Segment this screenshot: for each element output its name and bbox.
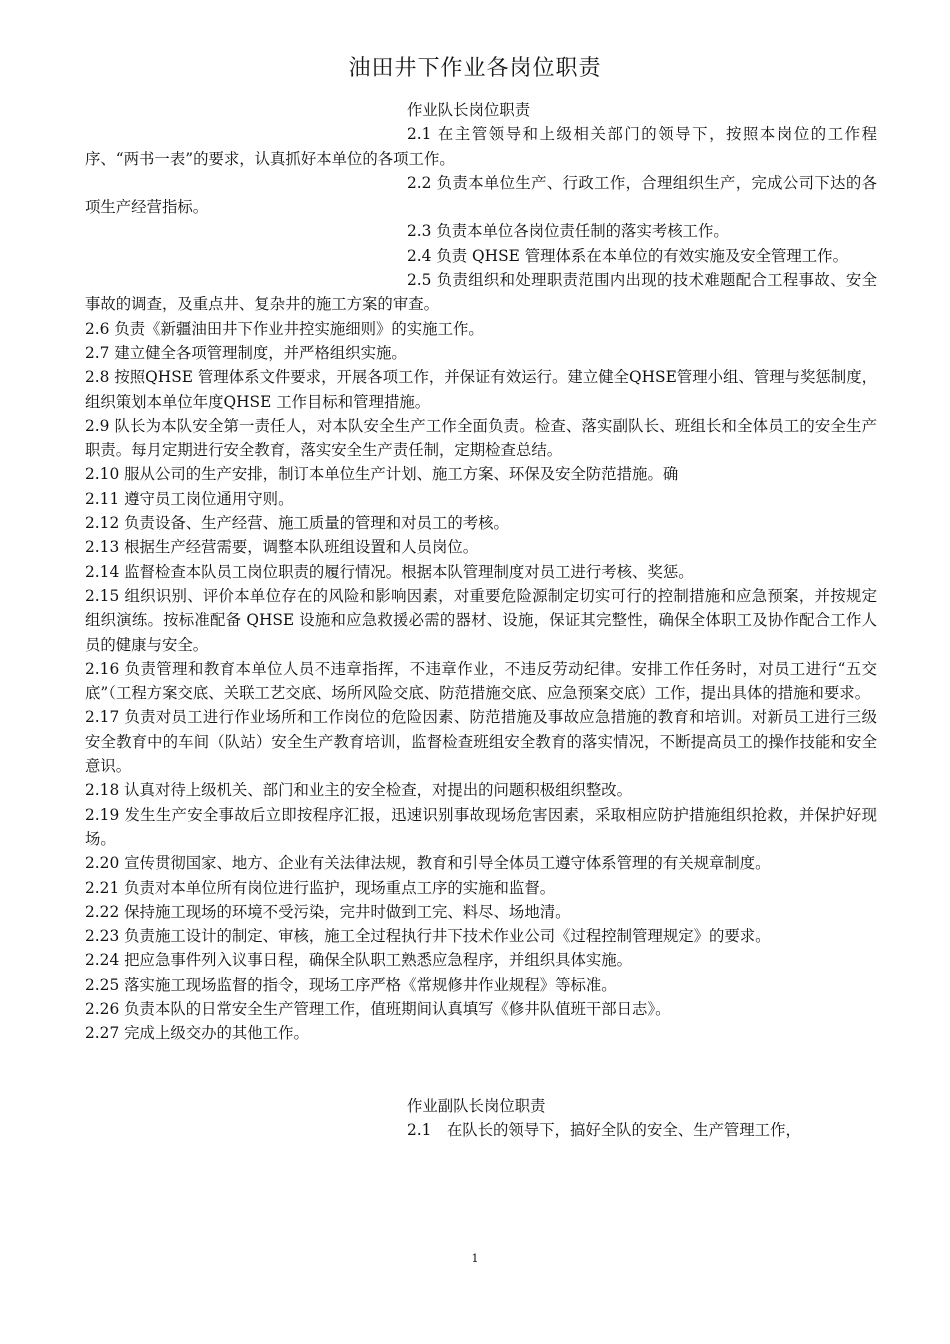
paragraph: 2.4 负责 QHSE 管理体系在本单位的有效实施及安全管理工作。 [407, 246, 848, 265]
paragraph: 2.20 宣传贯彻国家、地方、企业有关法律法规，教育和引导全体员工遵守体系管理的有关规章制度。 [85, 854, 771, 873]
document-body [85, 98, 877, 1143]
paragraph: 2.27 完成上级交办的其他工作。 [85, 1024, 309, 1043]
paragraph: 2.7 建立健全各项管理制度，并严格组织实施。 [85, 343, 407, 362]
paragraph: 2.14 监督检查本队员工岗位职责的履行情况。根据本队管理制度对员工进行考核、奖惩。 [85, 562, 694, 581]
paragraph: 2.9 队长为本队安全第一责任人，对本队安全生产工作全面负责。检查、落实副队长、班组长和全体员工的安全生产职责。每月定期进行安全教育，落实安全生产责任制，定期检查总结。 [85, 416, 877, 460]
paragraph: 2.8 按照QHSE 管理体系文件要求，开展各项工作，并保证有效运行。建立健全QHSE管理小组、管理与奖惩制度，组织策划本单位年度QHSE 工作目标和管理措施。 [85, 368, 877, 411]
paragraph: 2.23 负责施工设计的制定、审核，施工全过程执行井下技术作业公司《过程控制管理规定》的要求。 [85, 927, 771, 946]
paragraph: 2.11 遵守员工岗位通用守则。 [85, 489, 294, 508]
page-number: 1 [471, 1252, 479, 1265]
paragraph: 2.10 服从公司的生产安排，制订本单位生产计划、施工方案、环保及安全防范措施。确 [85, 465, 679, 484]
paragraph: 2.6 负责《新疆油田井下作业井控实施细则》的实施工作。 [85, 319, 484, 338]
paragraph: 2.12 负责设备、生产经营、施工质量的管理和对员工的考核。 [85, 514, 509, 533]
paragraph: 2.2 负责本单位生产、行政工作，合理组织生产，完成公司下达的各项生产经营指标。 [85, 173, 877, 217]
paragraph: 2.22 保持施工现场的环境不受污染，完井时做到工完、料尽、场地清。 [85, 902, 571, 921]
paragraph: 2.25 落实施工现场监督的指令，现场工序严格《常规修井作业规程》等标准。 [85, 975, 617, 994]
paragraph: 2.17 负责对员工进行作业场所和工作岗位的危险因素、防范措施及事故应急措施的教育和培训。对新员工进行三级安全教育中的车间（队站）安全生产教育培训，监督检查班组安全教育的落实情况，不断提高员工的操作技能和安全意识。 [85, 708, 877, 776]
paragraph: 2.18 认真对待上级机关、部门和业主的安全检查，对提出的问题积极组织整改。 [85, 781, 633, 800]
document-title: 油田井下作业各岗位职责 [348, 56, 602, 81]
paragraph: 2.1 在主管领导和上级相关部门的领导下，按照本岗位的工作程序、“两书一表”的要求，认真抓好本单位的各项工作。 [85, 125, 877, 168]
paragraph: 2.21 负责对本单位所有岗位进行监护，现场重点工序的实施和监督。 [85, 878, 556, 897]
paragraph: 2.24 把应急事件列入议事日程，确保全队职工熟悉应急程序，并组织具体实施。 [85, 951, 633, 970]
paragraph: 2.5 负责组织和处理职责范围内出现的技术难题配合工程事故、安全事故的调查，及重点井、复杂井的施工方案的审查。 [85, 271, 877, 314]
paragraph: 2.19 发生生产安全事故后立即按程序汇报，迅速识别事故现场危害因素，采取相应防护措施组织抢救，并保护好现场。 [85, 805, 877, 848]
paragraph: 2.26 负责本队的日常安全生产管理工作，值班期间认真填写《修井队值班干部日志》。 [85, 999, 671, 1018]
paragraph: 2.13 根据生产经营需要，调整本队班组设置和人员岗位。 [85, 538, 479, 557]
paragraph: 2.15 组织识别、评价本单位存在的风险和影响因素，对重要危险源制定切实可行的控制措施和应急预案，并按规定组织演练。按标准配备 QHSE 设施和应急救援必需的器材、设施，保证其完整性，确保全体职工及协作配合工作人员的健康与安全。 [85, 586, 877, 654]
spacer [85, 1070, 877, 1094]
spacer [85, 1046, 877, 1070]
paragraph: 2.1 在队长的领导下，搞好全队的安全、生产管理工作， [407, 1121, 801, 1140]
paragraph: 2.16 负责管理和教育本单位人员不违章指挥，不违章作业，不违反劳动纪律。安排工作任务时，对员工进行“五交底”（工程方案交底、关联工艺交底、场所风险交底、防范措施交底、应急预案交底）工作，提出具体的措施和要求。 [85, 659, 877, 703]
section-heading-captain: 作业队长岗位职责 [407, 101, 531, 119]
paragraph: 2.3 负责本单位各岗位责任制的落实考核工作。 [407, 222, 729, 241]
section-heading-deputy: 作业副队长岗位职责 [407, 1097, 546, 1116]
